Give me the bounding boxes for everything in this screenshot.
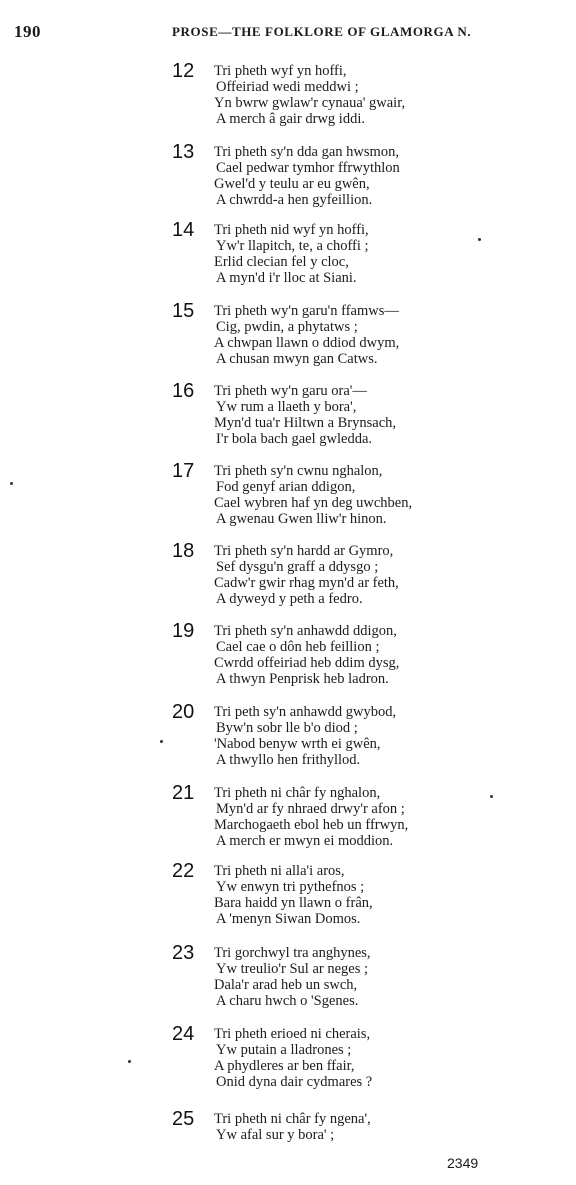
verse-line: Tri gorchwyl tra anghynes, (214, 945, 371, 961)
verse-line: Tri pheth sy'n dda gan hwsmon, (214, 144, 399, 160)
stanza-number: 13 (172, 141, 195, 163)
verse-line: Dala'r arad heb un swch, (214, 977, 358, 993)
verse-line: Tri pheth ni alla'i aros, (214, 863, 345, 879)
verse-line: A dyweyd y peth a fedro. (216, 591, 363, 607)
verse-line: I'r bola bach gael gwledda. (216, 431, 373, 447)
verse-line: Yw treulio'r Sul ar neges ; (216, 961, 369, 977)
stanza-number: 22 (172, 860, 195, 882)
verse-line: Cwrdd offeiriad heb ddim dysg, (214, 655, 400, 671)
stanza-number: 25 (172, 1108, 195, 1130)
footer-number: 2349 (447, 1155, 479, 1171)
stanza-number: 15 (172, 300, 195, 322)
verse-line: Cig, pwdin, a phytatws ; (216, 319, 358, 335)
verse-line: Marchogaeth ebol heb un ffrwyn, (214, 817, 409, 833)
verse-line: Tri pheth ni châr fy ngena', (214, 1111, 371, 1127)
verse-line: Tri pheth ni châr fy nghalon, (214, 785, 381, 801)
verse-line: Cael pedwar tymhor ffrwythlon (216, 160, 400, 176)
running-title: PROSE—THE FOLKLORE OF GLAMORGA N. (172, 24, 472, 39)
verse-line: Cadw'r gwir rhag myn'd ar feth, (214, 575, 399, 591)
verse-line: 'Nabod benyw wrth ei gwên, (214, 736, 381, 752)
stanza-number: 17 (172, 460, 195, 482)
print-speck (128, 1060, 131, 1063)
verse-line: Tri pheth sy'n cwnu nghalon, (214, 463, 383, 479)
verse-line: A chwrdd-a hen gyfeillion. (216, 192, 373, 208)
verse-line: A chusan mwyn gan Catws. (216, 351, 378, 367)
verse-line: Yn bwrw gwlaw'r cynaua' gwair, (214, 95, 406, 111)
verse-line: Tri pheth wyf yn hoffi, (214, 63, 347, 79)
print-speck (10, 482, 13, 485)
verse-line: Yw enwyn tri pythefnos ; (216, 879, 365, 895)
verse-line: Bara haidd yn llawn o frân, (214, 895, 373, 911)
stanza-number: 18 (172, 540, 195, 562)
stanza-number: 21 (172, 782, 195, 804)
verse-line: Yw'r llapitch, te, a choffi ; (216, 238, 369, 254)
stanza-number: 19 (172, 620, 195, 642)
verse-line: Onid dyna dair cydmares ? (216, 1074, 373, 1090)
verse-line: A thwyn Penprisk heb ladron. (216, 671, 389, 687)
verse-line: Myn'd tua'r Hiltwn a Brynsach, (214, 415, 397, 431)
verse-line: A gwenau Gwen lliw'r hinon. (216, 511, 387, 527)
verse-line: A thwyllo hen frithyllod. (216, 752, 361, 768)
verse-line: Yw putain a lladrones ; (216, 1042, 352, 1058)
stanza-number: 20 (172, 701, 195, 723)
verse-line: Sef dysgu'n graff a ddysgo ; (216, 559, 379, 575)
verse-line: Tri pheth wy'n garu ora'— (214, 383, 367, 399)
stanza-number: 14 (172, 219, 195, 241)
verse-line: Myn'd ar fy nhraed drwy'r afon ; (216, 801, 405, 817)
verse-line: A merch er mwyn ei moddion. (216, 833, 394, 849)
page-header (0, 22, 576, 42)
verse-line: Erlid clecian fel y cloc, (214, 254, 349, 270)
verse-line: A charu hwch o 'Sgenes. (216, 993, 359, 1009)
verse-line: A merch â gair drwg iddi. (216, 111, 365, 127)
verse-line: Tri pheth sy'n hardd ar Gymro, (214, 543, 394, 559)
verse-line: A chwpan llawn o ddiod dwym, (214, 335, 400, 351)
verse-line: A 'menyn Siwan Domos. (216, 911, 361, 927)
print-speck (160, 740, 163, 743)
verse-line: A myn'd i'r lloc at Siani. (216, 270, 357, 286)
verse-line: A phydleres ar ben ffair, (214, 1058, 355, 1074)
verse-line: Tri pheth nid wyf yn hoffi, (214, 222, 369, 238)
verse-line: Tri pheth wy'n garu'n ffamws— (214, 303, 399, 319)
stanza-number: 24 (172, 1023, 195, 1045)
verse-line: Fod genyf arian ddigon, (216, 479, 356, 495)
verse-line: Tri peth sy'n anhawdd gwybod, (214, 704, 397, 720)
stanza-number: 12 (172, 60, 195, 82)
stanza-number: 23 (172, 942, 195, 964)
verse-line: Byw'n sobr lle b'o diod ; (216, 720, 358, 736)
verse-line: Offeiriad wedi meddwi ; (216, 79, 359, 95)
page-number: 190 (14, 22, 41, 41)
print-speck (478, 238, 481, 241)
stanza-number: 16 (172, 380, 195, 402)
verse-line: Tri pheth erioed ni cherais, (214, 1026, 371, 1042)
verse-line: Yw afal sur y bora' ; (216, 1127, 335, 1143)
verse-line: Cael cae o dôn heb feillion ; (216, 639, 380, 655)
verse-line: Cael wybren haf yn deg uwchben, (214, 495, 413, 511)
verse-line: Tri pheth sy'n anhawdd ddigon, (214, 623, 397, 639)
print-speck (490, 795, 493, 798)
verse-line: Yw rum a llaeth y bora', (216, 399, 357, 415)
verse-line: Gwel'd y teulu ar eu gwên, (214, 176, 370, 192)
